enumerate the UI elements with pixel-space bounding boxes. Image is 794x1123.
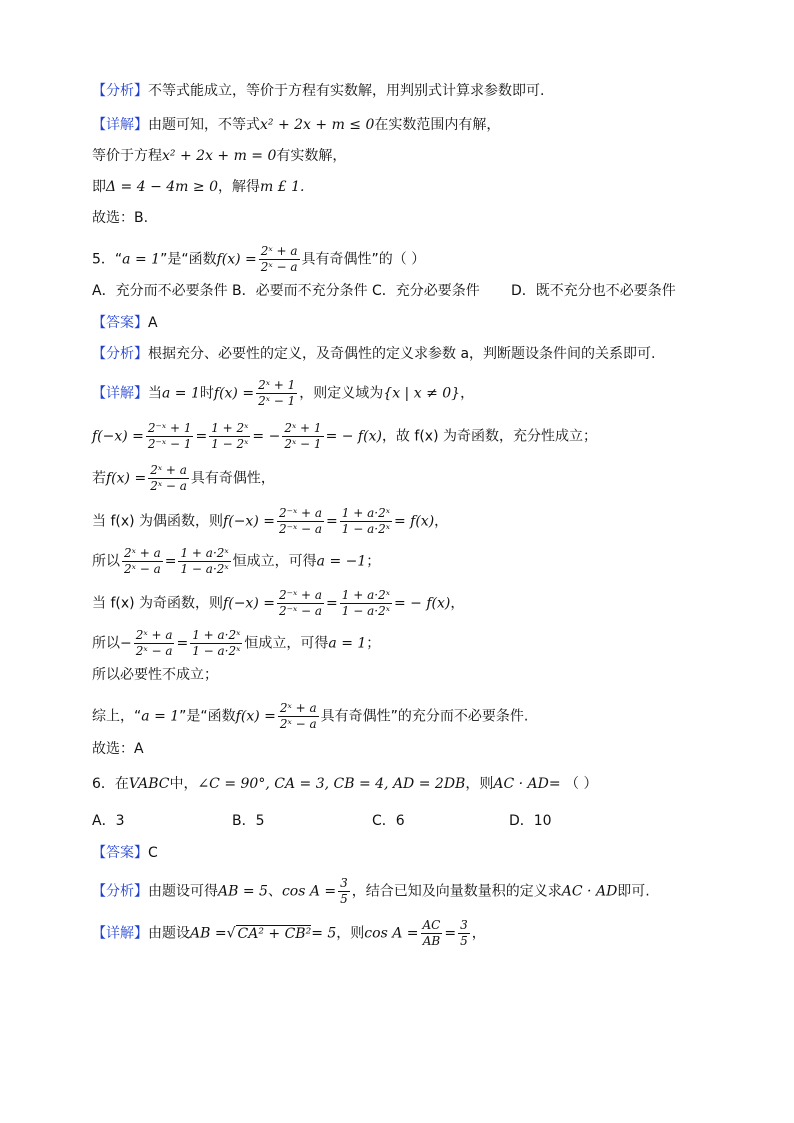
analysis-tag: 【分析】 (92, 83, 148, 99)
fraction-numerator: 2ˣ + a (135, 628, 173, 642)
q5-option-c: C．充分必要条件 (372, 283, 480, 299)
q6-answer-line (92, 843, 158, 863)
math-expr: cos A = (364, 925, 419, 942)
q6-option-b: B．5 (232, 813, 265, 829)
math-expr: AB = (190, 925, 227, 942)
answer-tag: 【答案】 (92, 315, 148, 331)
q4-inequality: x² + 2x + m ≤ 0 (260, 117, 375, 133)
q5-option-d: D．既不充分也不必要条件 (511, 283, 676, 299)
math-expr: VABC (128, 776, 170, 792)
q4-detail-text: 在实数范围内有解， (374, 117, 501, 133)
q5-stem-text: ”是“函数 (160, 251, 217, 268)
fraction-numerator: 1 + a·2ˣ (180, 546, 229, 560)
detail-text: 由题设可得 (148, 883, 218, 900)
fraction-numerator: 2ˣ + 1 (258, 378, 296, 392)
detail-text: ， (460, 385, 475, 402)
detail-tag: 【详解】 (92, 385, 148, 402)
detail-text: ， (434, 513, 449, 530)
math-expr: f(−x) = (223, 513, 275, 530)
q6-option-c: C．6 (372, 813, 405, 829)
fraction-denominator: 1 − a·2ˣ (192, 644, 241, 658)
q4-detail-line-3 (92, 177, 304, 197)
detail-text: 即可. (617, 883, 650, 900)
q4-detail-text: 等价于方程 (92, 148, 162, 164)
math-expr: AC · AD (493, 776, 549, 792)
fraction (282, 421, 323, 452)
fraction-denominator: 2ˣ − 1 (284, 437, 322, 451)
fraction (148, 463, 189, 494)
q6-stem-text: ，则 (465, 776, 494, 792)
fraction (134, 628, 175, 659)
math-expr: AB = 5 (218, 883, 268, 900)
q5-option-b: B．必要而不充分条件 (232, 283, 368, 299)
detail-text: 当 (148, 385, 162, 402)
fraction-denominator: 2ˣ − a (124, 562, 161, 576)
detail-text: 当 f(x) 为奇函数，则 (92, 595, 224, 612)
analysis-tag: 【分析】 (92, 346, 148, 362)
detail-text: ，结合已知及向量数量积的定义求 (351, 883, 562, 900)
q4-detail-line-1 (92, 115, 500, 135)
detail-text: 当 f(x) 为偶函数，则 (92, 513, 224, 530)
q5-detail-line-6: 当 f(x) 为奇函数，则f(−x) = $\frac{\text{2⁻ˣ + a}}{\text{2⁻ˣ − a}}$ = $\frac{\text{1 + a·2ˣ}}{\text{1 − a·2ˣ}}$ = − f(x)， (92, 588, 465, 618)
q5-conclusion (92, 701, 528, 732)
fraction-denominator: 2ˣ − a (150, 479, 187, 493)
q5-detail-line-1 (92, 378, 474, 409)
detail-tag: 【详解】 (92, 117, 148, 133)
q6-option-a: A．3 (92, 813, 125, 829)
math-expr: = f(x) (393, 513, 435, 530)
q5-function: f(x) = (216, 251, 257, 268)
detail-text: ， (471, 925, 486, 942)
q4-analysis-text: 不等式能成立，等价于方程有实数解，用判别式计算求参数即可. (148, 83, 545, 99)
fraction-denominator: AB (422, 934, 441, 948)
detail-text: ，则定义域为 (299, 385, 384, 402)
q6-stem-text: 中， (169, 776, 198, 792)
fraction (340, 588, 392, 619)
math-expr: = (444, 925, 457, 942)
fraction-denominator: 5 (340, 892, 348, 906)
fraction-numerator: 2⁻ˣ + a (278, 588, 323, 602)
detail-text: 时 (199, 385, 214, 402)
q6-answer: C (148, 845, 158, 861)
q5-answer-line (92, 313, 158, 333)
fraction (209, 421, 250, 452)
math-expr: − (120, 635, 132, 652)
fraction-denominator: 2ˣ − a (260, 260, 298, 274)
detail-text: 若 (92, 470, 106, 487)
q4-choice: 故选：B. (92, 210, 149, 226)
q6-detail-line: 【详解】由题设AB =√ CA² + CB²= 5，则cos A = $\frac{AC}{AB}$ = $\frac{3}{5}$ ， (92, 918, 486, 948)
fraction (278, 701, 319, 732)
detail-text: 具有奇偶性”的充分而不必要条件. (320, 708, 529, 725)
detail-text: 由题设 (148, 925, 190, 942)
q5-detail-line-7: 所以− $\frac{\text{2ˣ + a}}{\text{2ˣ − a}}$ = $\frac{\text{1 + a·2ˣ}}{\text{1 − a·2ˣ}}$ 恒成立，可得a = 1； (92, 628, 381, 658)
math-expr: ∠C = 90°, CA = 3, CB = 4, AD = 2DB (197, 776, 466, 792)
fraction (338, 876, 350, 907)
fraction (178, 546, 230, 577)
fraction-numerator: 3 (460, 918, 468, 932)
math-expr: a = 1 (162, 385, 200, 402)
fraction-denominator: 2ˣ − a (135, 644, 173, 658)
q4-detail-text: ，解得 (218, 179, 260, 195)
q4-detail-text: 有实数解， (276, 148, 347, 164)
q5-detail-line-4: 当 f(x) 为偶函数，则f(−x) = $\frac{\text{2⁻ˣ + a}}{\text{2⁻ˣ − a}}$ = $\frac{\text{1 + a·2ˣ}}{\text{1 − a·2ˣ}}$ = f(x)， (92, 506, 449, 536)
math-expr: {x | x ≠ 0} (383, 385, 461, 402)
fraction (340, 506, 392, 537)
fraction (256, 378, 297, 409)
fraction-numerator: 3 (340, 876, 348, 890)
q6-stem-text: = （ ） (548, 776, 598, 792)
detail-text: ； (366, 553, 381, 570)
q5-analysis-line (92, 344, 655, 364)
fraction (277, 588, 324, 619)
q5-answer: A (148, 315, 158, 331)
q5-option-a: A．充分而不必要条件 (92, 283, 228, 299)
detail-text: 具有奇偶性， (190, 470, 275, 487)
fraction-denominator: 2ˣ − a (279, 717, 317, 731)
q5-fraction (259, 244, 300, 275)
q5-stem-text: 具有奇偶性”的（ ） (301, 251, 426, 268)
q5-condition: a = 1 (122, 251, 161, 268)
fraction (146, 421, 194, 452)
fraction-numerator: 1 + a·2ˣ (341, 506, 390, 520)
q5-detail-line-2: f(−x) = $\frac{\text{2⁻ˣ + 1}}{\text{2⁻ˣ − 1}}$ = $\frac{\text{1 + 2ˣ}}{\text{1 − 2ˣ}}$ = − $\frac{\text{2ˣ + 1}}{\text{2ˣ − 1}}$ = − f(x)，故 f(x) 为奇函数，充分性成立； (92, 421, 597, 451)
math-expr: AC · AD (561, 883, 618, 900)
q4-detail-text: 即 (92, 179, 106, 195)
q4-equation: x² + 2x + m = 0 (162, 148, 277, 164)
detail-text: 恒成立，可得 (232, 553, 317, 570)
fraction-denominator: 2⁻ˣ − 1 (147, 437, 192, 451)
fraction-denominator: 1 − a·2ˣ (341, 604, 390, 618)
q4-analysis-line (92, 81, 544, 101)
q6-analysis-line (92, 876, 650, 907)
q4-detail-line-2 (92, 146, 346, 166)
q5-analysis-text: 根据充分、必要性的定义，及奇偶性的定义求参数 a，判断题设条件间的关系即可. (148, 346, 656, 362)
fraction-denominator: 1 − 2ˣ (211, 437, 249, 451)
fraction-numerator: 1 + a·2ˣ (192, 628, 241, 642)
q5-stem-text: 5．“ (92, 251, 123, 268)
q4-detail-text: 由题可知，不等式 (148, 117, 260, 133)
detail-text: 所以 (92, 635, 120, 652)
q4-discriminant: Δ = 4 − 4m ≥ 0 (106, 179, 218, 195)
q5-choice: 故选：A (92, 741, 144, 757)
fraction-denominator: 2ˣ − 1 (258, 394, 296, 408)
math-expr: f(−x) = (92, 428, 144, 445)
q4-result: m £ 1. (260, 179, 305, 195)
fraction-numerator: 2ˣ + a (279, 701, 317, 715)
math-expr: a = 1 (141, 708, 180, 725)
detail-text: 所以 (92, 553, 120, 570)
fraction-numerator: 2⁻ˣ + 1 (147, 421, 192, 435)
answer-tag: 【答案】 (92, 845, 148, 861)
detail-text: ； (366, 635, 381, 652)
fraction-numerator: 2ˣ + a (124, 546, 161, 560)
math-expr: CA² + CB² (237, 925, 312, 942)
fraction-denominator: 2⁻ˣ − a (278, 522, 323, 536)
fraction-denominator: 1 − a·2ˣ (180, 562, 229, 576)
fraction (458, 918, 470, 949)
fraction-numerator: 2⁻ˣ + a (278, 506, 323, 520)
math-expr: f(x) = (106, 470, 147, 487)
math-expr: f(x) = (235, 708, 276, 725)
detail-text: 、 (267, 883, 282, 900)
fraction (190, 628, 242, 659)
detail-text: ，则 (336, 925, 365, 942)
analysis-tag: 【分析】 (92, 883, 148, 900)
q5-detail-line-3 (92, 463, 275, 494)
math-expr: = − f(x) (325, 428, 382, 445)
detail-text: ， (450, 595, 465, 612)
math-expr: cos A = (281, 883, 337, 900)
math-expr: = 5 (311, 925, 337, 942)
q5-detail-line-5: 所以 $\frac{\text{2ˣ + a}}{\text{2ˣ − a}}$ = $\frac{\text{1 + a·2ˣ}}{\text{1 − a·2ˣ}}$ 恒成立，可得a = −1； (92, 546, 381, 576)
fraction-numerator: 2ˣ + a (150, 463, 187, 477)
fraction-numerator: 1 + a·2ˣ (341, 588, 390, 602)
detail-text: 综上，“ (92, 708, 142, 725)
math-expr: f(−x) = (223, 595, 275, 612)
q6-stem-text: 6．在 (92, 776, 129, 792)
fraction-denominator: 2⁻ˣ − a (278, 604, 323, 618)
fraction-numerator: 2ˣ + a (260, 244, 298, 258)
q6-stem (92, 774, 597, 794)
math-expr: a = −1 (316, 553, 367, 570)
fraction-numerator: 2ˣ + 1 (284, 421, 322, 435)
detail-tag: 【详解】 (92, 925, 148, 942)
math-expr: = − f(x) (393, 595, 451, 612)
math-expr: a = 1 (328, 635, 367, 652)
q5-detail-line-8: 所以必要性不成立； (92, 667, 218, 683)
math-expr: f(x) = (213, 385, 255, 402)
fraction-numerator: AC (422, 918, 441, 932)
detail-text: ”是“函数 (179, 708, 236, 725)
fraction-numerator: 1 + 2ˣ (211, 421, 249, 435)
q5-stem (92, 244, 425, 275)
detail-text: ，故 f(x) 为奇函数，充分性成立； (381, 428, 597, 445)
q6-option-d: D．10 (509, 813, 552, 829)
fraction-denominator: 5 (460, 934, 468, 948)
fraction-denominator: 1 − a·2ˣ (341, 522, 390, 536)
fraction (277, 506, 324, 537)
fraction (122, 546, 163, 577)
detail-text: 恒成立，可得 (244, 635, 329, 652)
fraction (421, 918, 443, 949)
